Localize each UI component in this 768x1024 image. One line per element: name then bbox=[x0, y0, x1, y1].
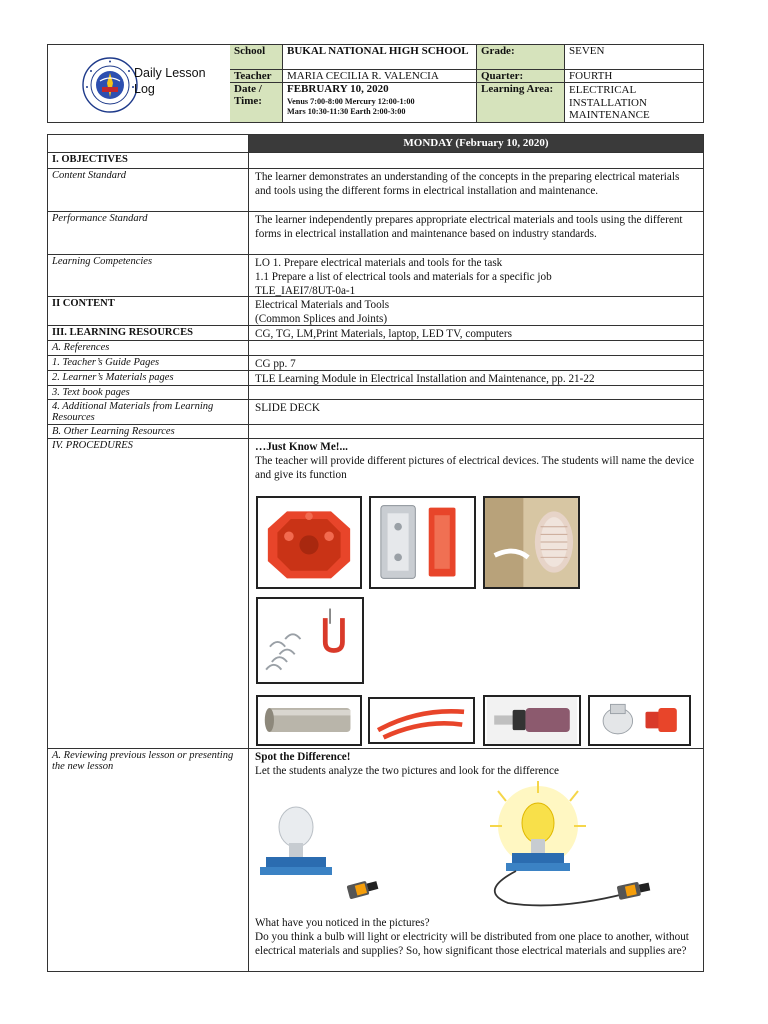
review-label: A. Reviewing previous lesson or presenting the new lesson bbox=[48, 749, 249, 971]
resources-row bbox=[48, 326, 703, 341]
quarter-value: FOURTH bbox=[565, 70, 703, 83]
competencies-label: Learning Competencies bbox=[48, 255, 249, 296]
references-row bbox=[48, 341, 703, 356]
resources-value: CG, TG, LM,Print Materials, laptop, LED TV, computers bbox=[255, 328, 512, 340]
other-resources-value bbox=[249, 425, 703, 438]
objectives-value bbox=[249, 153, 703, 168]
school-value: BUKAL NATIONAL HIGH SCHOOL bbox=[283, 45, 477, 70]
performance-standard-label: Performance Standard bbox=[48, 212, 249, 254]
unlit-bulb-picture bbox=[256, 789, 396, 909]
objectives-label: I. OBJECTIVES bbox=[48, 153, 249, 168]
logo-cell bbox=[48, 45, 231, 122]
other-resources-label: B. Other Learning Resources bbox=[48, 425, 249, 438]
date-value: FEBRUARY 10, 2020 bbox=[287, 83, 389, 95]
metal-conduit-pipe-picture bbox=[256, 695, 362, 746]
lit-bulb-picture bbox=[468, 781, 668, 911]
review-question-1: What have you noticed in the pictures? bbox=[255, 917, 430, 929]
references-value bbox=[249, 341, 703, 355]
performance-standard-row bbox=[48, 212, 703, 255]
content-value bbox=[249, 297, 703, 325]
tg-pages-value: CG pp. 7 bbox=[255, 358, 296, 370]
school-label: School bbox=[230, 45, 283, 70]
deped-seal-logo bbox=[82, 57, 138, 113]
wire-connector-plug-picture bbox=[483, 695, 581, 746]
additional-materials-value: SLIDE DECK bbox=[255, 402, 320, 414]
content-line-2: (Common Splices and Joints) bbox=[255, 313, 388, 325]
content-standard-row bbox=[48, 169, 703, 212]
content-row bbox=[48, 297, 703, 326]
competencies-value bbox=[249, 255, 703, 296]
schedule-line-2: Mars 10:30-11:30 Earth 2:00-3:00 bbox=[287, 106, 406, 116]
competencies-row bbox=[48, 255, 703, 297]
references-label: A. References bbox=[48, 341, 249, 355]
review-heading: Spot the Difference! bbox=[255, 751, 351, 763]
textbook-label: 3. Text book pages bbox=[48, 386, 249, 399]
teacher-label: Teacher bbox=[230, 70, 283, 83]
content-label: II CONTENT bbox=[48, 297, 249, 325]
day-header-blank bbox=[48, 135, 249, 152]
content-line-1: Electrical Materials and Tools bbox=[255, 299, 390, 311]
header-table bbox=[47, 44, 704, 123]
quarter-label: Quarter: bbox=[477, 70, 565, 83]
day-header-row bbox=[48, 135, 703, 153]
schedule-line-1: Venus 7:00-8:00 Mercury 12:00-1:00 bbox=[287, 96, 415, 106]
textbook-value bbox=[249, 386, 703, 399]
tg-pages-label: 1. Teacher’s Guide Pages bbox=[48, 356, 249, 370]
content-standard-label: Content Standard bbox=[48, 169, 249, 211]
day-header: MONDAY (February 10, 2020) bbox=[249, 135, 703, 152]
review-row bbox=[48, 749, 703, 971]
other-resources-row bbox=[48, 425, 703, 439]
utility-boxes-picture bbox=[369, 496, 476, 589]
octagonal-junction-box-picture bbox=[256, 496, 362, 589]
staples-and-clamp-picture bbox=[256, 597, 364, 684]
competency-line-1: LO 1. Prepare electrical materials and tools for the task bbox=[255, 257, 503, 269]
grade-value: SEVEN bbox=[565, 45, 703, 70]
lm-pages-label: 2. Learner’s Materials pages bbox=[48, 371, 249, 385]
lesson-log-title: Daily Lesson Log bbox=[134, 66, 206, 96]
electrical-tape-and-wire-picture bbox=[483, 496, 580, 589]
textbook-row bbox=[48, 386, 703, 400]
lm-pages-value: TLE Learning Module in Electrical Installation and Maintenance, pp. 21-22 bbox=[255, 373, 595, 385]
review-question-2: Do you think a bulb will light or electricity will be distributed from one place to another, without electrical materials and supplies? So, how significant those electrical materials and supplies are? bbox=[255, 931, 689, 957]
datetime-label: Date / Time: bbox=[230, 83, 283, 122]
performance-standard-value: The learner independently prepares appropriate electrical materials and tools using the different forms in electrical installation and maintenance based on industry standards. bbox=[255, 214, 683, 240]
resources-label: III. LEARNING RESOURCES bbox=[48, 326, 249, 340]
grade-label: Grade: bbox=[477, 45, 565, 70]
content-standard-value: The learner demonstrates an understanding of the concepts in the preparing electrical materials and tools using the different forms in electrical installation and maintenance. bbox=[255, 171, 680, 197]
lm-pages-row bbox=[48, 371, 703, 386]
tg-pages-row bbox=[48, 356, 703, 371]
objectives-row bbox=[48, 153, 703, 169]
conduit-fittings-picture bbox=[588, 695, 691, 746]
learning-area-value: ELECTRICAL INSTALLATION MAINTENANCE bbox=[565, 83, 703, 122]
review-text: Let the students analyze the two pictures and look for the difference bbox=[255, 765, 559, 777]
procedures-row bbox=[48, 439, 703, 749]
flexible-orange-conduit-picture bbox=[368, 697, 475, 744]
competency-line-2: 1.1 Prepare a list of electrical tools and materials for a specific job bbox=[255, 271, 552, 283]
procedures-text: The teacher will provide different pictures of electrical devices. The students will name the device and give its function bbox=[255, 455, 695, 481]
teacher-value: MARIA CECILIA R. VALENCIA bbox=[283, 70, 477, 83]
datetime-cell bbox=[283, 83, 477, 122]
procedures-label: IV. PROCEDURES bbox=[48, 439, 249, 748]
additional-materials-row bbox=[48, 400, 703, 425]
procedures-heading: …Just Know Me!... bbox=[255, 441, 348, 453]
competency-code: TLE_IAEI7/8UT-0a-1 bbox=[255, 285, 356, 297]
additional-materials-label: 4. Additional Materials from Learning Resources bbox=[48, 400, 249, 424]
learning-area-label: Learning Area: bbox=[477, 83, 565, 122]
lesson-table bbox=[47, 134, 704, 972]
